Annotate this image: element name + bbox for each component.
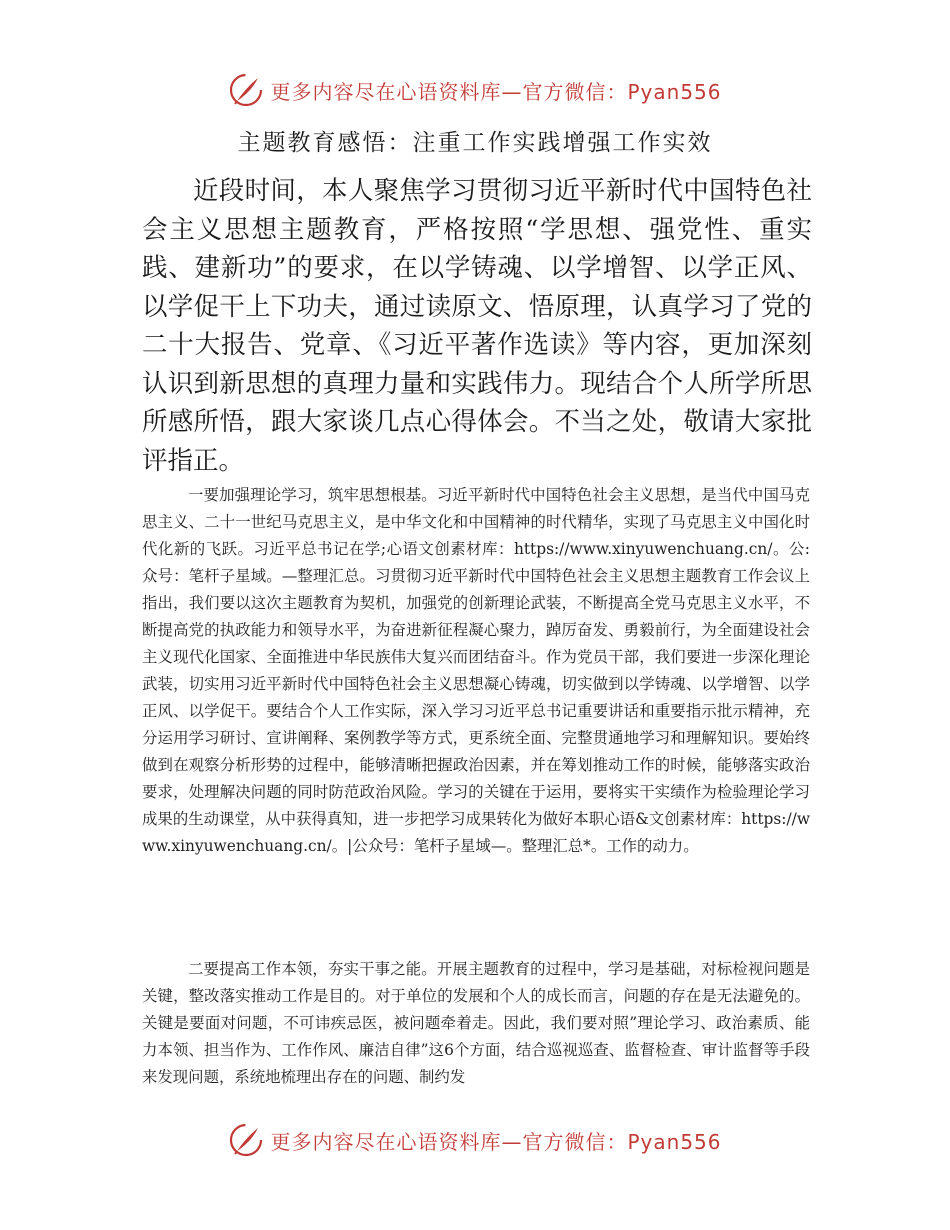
- header-watermark-banner: [0, 70, 950, 110]
- banner-text: [270, 76, 721, 105]
- banner-label: 更多内容尽在心语资料库—官方微信：: [270, 79, 628, 104]
- quill-pen-logo-icon: [228, 1122, 264, 1158]
- banner-text: [270, 1126, 721, 1155]
- intro-paragraph: 近段时间，本人聚焦学习贯彻习近平新时代中国特色社会主义思想主题教育，严格按照“学思想、强党性、重实践、建新功”的要求，在以学铸魂、以学增智、以学正风、以学促干上下功夫，通过读原文、悟原理，认真学习了党的二十大报告、党章、《习近平著作选读》等内容，更加深刻认识到新思想的真理力量和实践伟力。现结合个人所学所思所感所悟，跟大家谈几点心得体会。不当之处，敬请大家批评指正。: [142, 176, 812, 476]
- banner-wechat-id: Pyan556: [627, 79, 722, 104]
- document-title: 主题教育感悟：注重工作实践增强工作实效: [237, 130, 713, 156]
- banner-label: 更多内容尽在心语资料库—官方微信：: [270, 1129, 628, 1154]
- body-paragraph-1: 一要加强理论学习，筑牢思想根基。习近平新时代中国特色社会主义思想，是当代中国马克思主义、二十一世纪马克思主义，是中华文化和中国精神的时代精华，实现了马克思主义中国化时代化新的飞跃。习近平总书记在学;心语文创素材库：https://www.xinyuwenchuang.cn/。公:众号：笔杆子星域。—整理汇总。习贯彻习近平新时代中国特色社会主义思想主题教育工作会议上指出，我们要以这次主题教育为契机，加强党的创新理论武装，不断提高全党马克思主义水平，不断提高党的执政能力和领导水平，为奋进新征程凝心聚力，踔厉奋发、勇毅前行，为全面建设社会主义现代化国家、全面推进中华民族伟大复兴而团结奋斗。作为党员干部，我们要进一步深化理论武装，切实用习近平新时代中国特色社会主义思想凝心铸魂，切实做到以学铸魂、以学增智、以学正风、以学促干。要结合个人工作实际，深入学习习近平总书记重要讲话和重要指示批示精神，充分运用学习研讨、宣讲阐释、案例教学等方式，更系统全面、完整贯通地学习和理解知识。要始终做到在观察分析形势的过程中，能够清晰把握政治因素，并在筹划推动工作的时候，能够落实政治要求，处理解决问题的同时防范政治风险。学习的关键在于运用，要将实干实绩作为检验理论学习成果的生动课堂，从中获得真知，进一步把学习成果转化为做好本职心语&文创素材库：https://www.xinyuwenchuang.cn/。|公众号：笔杆子星域—。整理汇总*。工作的动力。: [142, 486, 810, 855]
- banner-wechat-id: Pyan556: [627, 1129, 722, 1154]
- footer-watermark-banner: [0, 1120, 950, 1160]
- quill-pen-logo-icon: [228, 72, 264, 108]
- body-paragraph-2: 二要提高工作本领，夯实干事之能。开展主题教育的过程中，学习是基础，对标检视问题是关键，整改落实推动工作是目的。对于单位的发展和个人的成长而言，问题的存在是无法避免的。关键是要面对问题，不可讳疾忌医，被问题牵着走。因此，我们要对照”理论学习、政治素质、能力本领、担当作为、工作作风、廉洁自律”这6个方面，结合巡视巡查、监督检查、审计监督等手段来发现问题，系统地梳理出存在的问题、制约发: [142, 960, 810, 1086]
